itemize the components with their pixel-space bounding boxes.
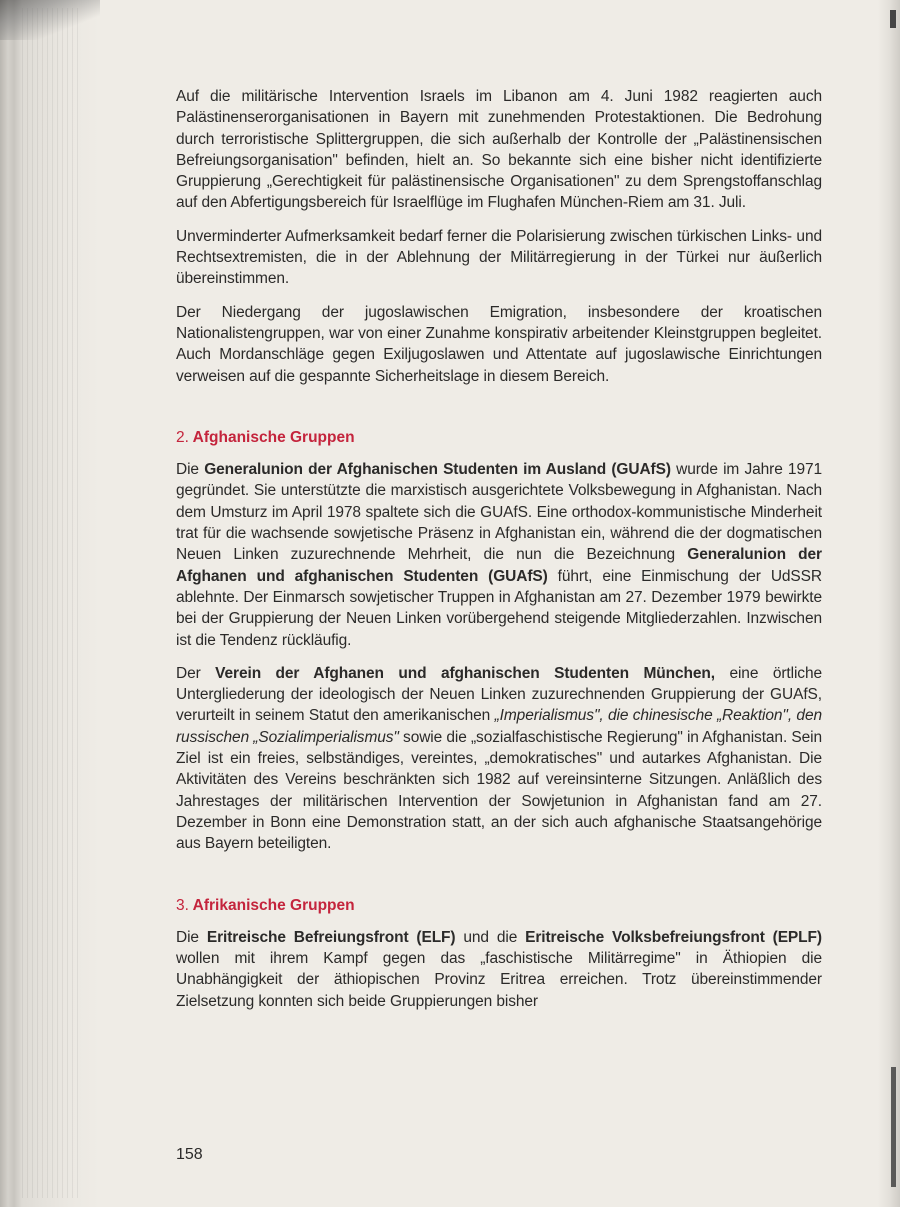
- org-name-elf: Eritreische Befreiungsfront (ELF): [206, 928, 456, 946]
- section-title: Afghanische Gruppen: [192, 428, 355, 446]
- section-heading-african: [176, 895, 822, 916]
- book-gutter: [0, 0, 100, 1207]
- scan-corner-shadow: [0, 0, 100, 40]
- scan-mark-top: [890, 10, 896, 28]
- section-title: Afrikanische Gruppen: [192, 896, 355, 914]
- paragraph-palestine: Auf die militärische Intervention Israels im Libanon am 4. Juni 1982 reagierten auch Palästinenserorganisationen in Bayern mit zunehmenden Protestaktionen. Die Bedrohung durch terroristische Splittergruppen, die sich außerhalb der Kontrolle der „Palästinensischen Befreiungsorganisation" befinden, hielt an. So bekannte sich eine bisher nicht identifizierte Gruppierung „Gerechtigkeit für palästinensische Organisationen" zu dem Sprengstoffanschlag auf den Abfertigungsbereich für Israelflüge im Flughafen München-Riem am 31. Juli.: [176, 88, 822, 212]
- section-heading-afghan: [176, 427, 822, 448]
- page-number: 158: [176, 1146, 203, 1163]
- org-name-guafs-new: Generalunion der Afghanen und afghanischen Studenten (GUAfS): [176, 546, 822, 585]
- quoted-terms: „Imperialismus", die chinesische „Reaktion", den russischen „Sozialimperialismus": [176, 707, 822, 746]
- paragraph-verein-muenchen: Der Verein der Afghanen und afghanischen Studenten München, eine örtliche Untergliederung der ideologisch der Neuen Linken zuzurechnenden Gruppierung der GUAfS, verurteilt in seinem Statut den amerikanischen „Imperialismus", die chinesische „Reaktion", den russischen „Sozialimperialismus" sowie die „sozialfaschistische Regierung" in Afghanistan. Sein Ziel ist ein freies, selbständiges, vereintes, „demokratisches" und autarkes Afghanistan. Die Aktivitäten des Vereins beschränkten sich 1982 auf vereinsinterne Sitzungen. Anläßlich des Jahrestages der militärischen Intervention der Sowjetunion in Afghanistan fand am 27. Dezember in Bonn eine Demonstration statt, an der sich auch afghanische Staatsangehörige aus Bayern beteiligten.: [176, 664, 822, 853]
- paragraph-yugoslavia: Der Niedergang der jugoslawischen Emigration, insbesondere der kroatischen Nationalistengruppen, war von einer Zunahme konspirativ arbeitender Kleinstgruppen begleitet. Auch Mordanschläge gegen Exiljugoslawen und Attentate auf jugoslawische Einrichtungen verweisen auf die gespannte Sicherheitslage in diesem Bereich.: [176, 303, 822, 385]
- paragraph-turkey: Unverminderter Aufmerksamkeit bedarf ferner die Polarisierung zwischen türkischen Links- und Rechtsextremisten, die in der Ablehnung der Militärregierung in der Türkei nur äußerlich übereinstimmen.: [176, 227, 822, 288]
- org-name-eplf: Eritreische Volksbefreiungsfront (EPLF): [525, 928, 822, 946]
- paragraph-eritrea: Die Eritreische Befreiungsfront (ELF) und die Eritreische Volksbefreiungsfront (EPLF) wollen mit ihrem Kampf gegen das „faschistische Militärregime" in Äthiopien die Unabhängigkeit der äthiopischen Provinz Eritrea erreichen. Trotz übereinstimmender Zielsetzung konnten sich beide Gruppierungen bisher: [176, 928, 822, 1010]
- section-number: 2.: [176, 428, 189, 446]
- page-right-edge: [878, 0, 900, 1207]
- org-name-verein: Verein der Afghanen und afghanischen Studenten München,: [215, 664, 715, 682]
- page-content: [176, 86, 822, 1012]
- org-name-guafs: Generalunion der Afghanischen Studenten im Ausland (GUAfS): [204, 461, 671, 479]
- scan-mark-bottom: [891, 1067, 896, 1187]
- paragraph-guafs: Die Generalunion der Afghanischen Studenten im Ausland (GUAfS) wurde im Jahre 1971 gegründet. Sie unterstützte die marxistisch ausgerichtete Volksbewegung in Afghanistan. Nach dem Umsturz im April 1978 spaltete sich die GUAfS. Eine orthodox-kommunistische Minderheit trat für die wachsende sowjetische Präsenz in Afghanistan ein, während die der dogmatischen Neuen Linken zuzurechnende Mehrheit, die nun die Bezeichnung Generalunion der Afghanen und afghanischen Studenten (GUAfS) führt, eine Einmischung der UdSSR ablehnte. Der Einmarsch sowjetischer Truppen in Afghanistan am 27. Dezember 1979 bewirkte bei der Gruppierung der Neuen Linken vorübergehend steigende Mitgliederzahlen. Inzwischen ist die Tendenz rückläufig.: [176, 461, 823, 649]
- page-stack-edge: [22, 8, 82, 1198]
- section-number: 3.: [176, 896, 189, 914]
